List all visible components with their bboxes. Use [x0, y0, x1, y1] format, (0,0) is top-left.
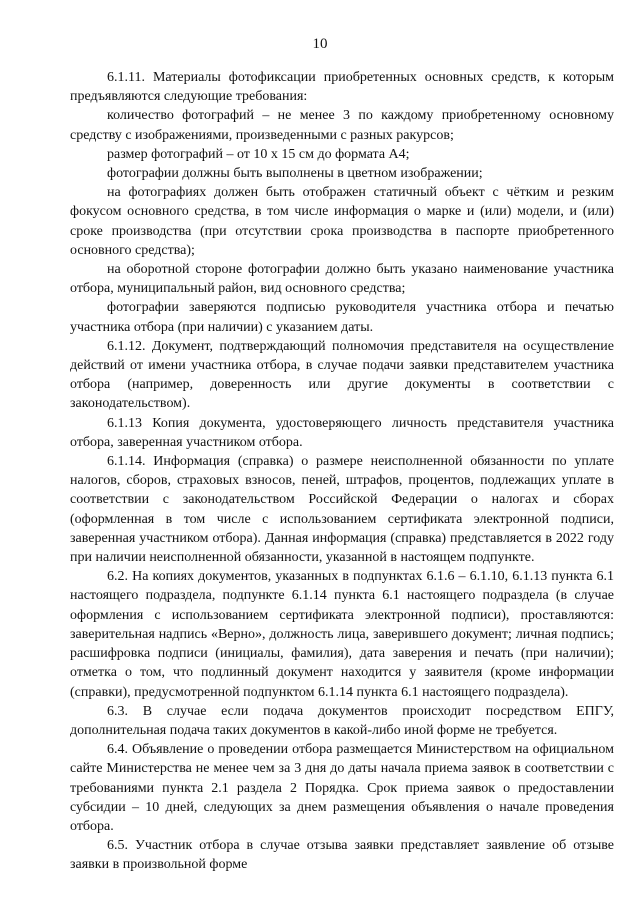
paragraph-6-2: 6.2. На копиях документов, указанных в подпунктах 6.1.6 – 6.1.10, 6.1.13 пункта 6.1 настоящего подраздела, подпункте 6.1.14 пункта 6.1 настоящего подраздела (в случае оформления с использованием сертификата электронной подписи), проставляются: заверительная надпись «Верно», должность лица, заверившего документ; личная подпись; расшифровка подписи (инициалы, фамилия), дата заверения и печать (при наличии); отметка о том, что подлинный документ находится у заявителя (кроме информации (справки), предусмотренной подпунктом 6.1.14 пункта 6.1 настоящего подраздела). [70, 569, 614, 700]
paragraph-6-1-11: 6.1.11. Материалы фотофиксации приобретенных основных средств, к которым предъявляются следующие требования: [70, 70, 614, 105]
page-number: 10 [312, 36, 328, 52]
paragraph-photo-size: размер фотографий – от 10 х 15 см до формата А4; [107, 146, 410, 162]
paragraph-6-1-14: 6.1.14. Информация (справка) о размере неисполненной обязанности по уплате налогов, сборов, страховых взносов, пеней, штрафов, процентов, подлежащих уплате в соответствии с законодательством Российской Федерации о налогах и сборах (оформленная в том числе с использованием сертификата электронной подписи, заверенная участником отбора). Данная информация (справка) представляется в 2022 году при наличии неисполненной обязанности, указанной в настоящем подпункте. [70, 454, 614, 566]
paragraph-6-1-12: 6.1.12. Документ, подтверждающий полномочия представителя на осуществление действий от имени участника отбора, в случае подачи заявки представителем участника отбора (например, доверенность или другие документы в соответствии с законодательством). [70, 338, 614, 412]
paragraph-photo-color: фотографии должны быть выполнены в цветном изображении; [107, 166, 483, 182]
paragraph-6-5: 6.5. Участник отбора в случае отзыва заявки представляет заявление об отзыве заявки в произвольной форме [70, 838, 614, 873]
document-body [70, 68, 614, 875]
paragraph-photo-count: количество фотографий – не менее 3 по каждому приобретенному основному средству с изображениями, произведенными с разных ракурсов; [70, 108, 614, 143]
paragraph-photo-reverse: на оборотной стороне фотографии должно быть указано наименование участника отбора, муниципальный район, вид основного средства; [70, 262, 614, 297]
paragraph-6-4: 6.4. Объявление о проведении отбора размещается Министерством на официальном сайте Министерства не менее чем за 3 дня до даты начала приема заявок в соответствии с требованиями пункта 2.1 раздела 2 Порядка. Срок приема заявок о предоставлении субсидии – 10 дней, следующих за днем размещения объявления о начале проведения отбора. [70, 742, 614, 834]
paragraph-6-3: 6.3. В случае если подача документов происходит посредством ЕПГУ, дополнительная подача таких документов в какой-либо иной форме не требуется. [70, 703, 614, 738]
paragraph-6-1-13: 6.1.13 Копия документа, удостоверяющего личность представителя участника отбора, заверенная участником отбора. [70, 415, 614, 450]
paragraph-photo-certification: фотографии заверяются подписью руководителя участника отбора и печатью участника отбора (при наличии) с указанием даты. [70, 300, 614, 335]
paragraph-photo-object: на фотографиях должен быть отображен статичный объект с чётким и резким фокусом основного средства, в том числе информация о марке и (или) модели, и (или) сроке производства (при отсутствии срока производства в паспорте приобретенного основного средства); [70, 185, 614, 258]
